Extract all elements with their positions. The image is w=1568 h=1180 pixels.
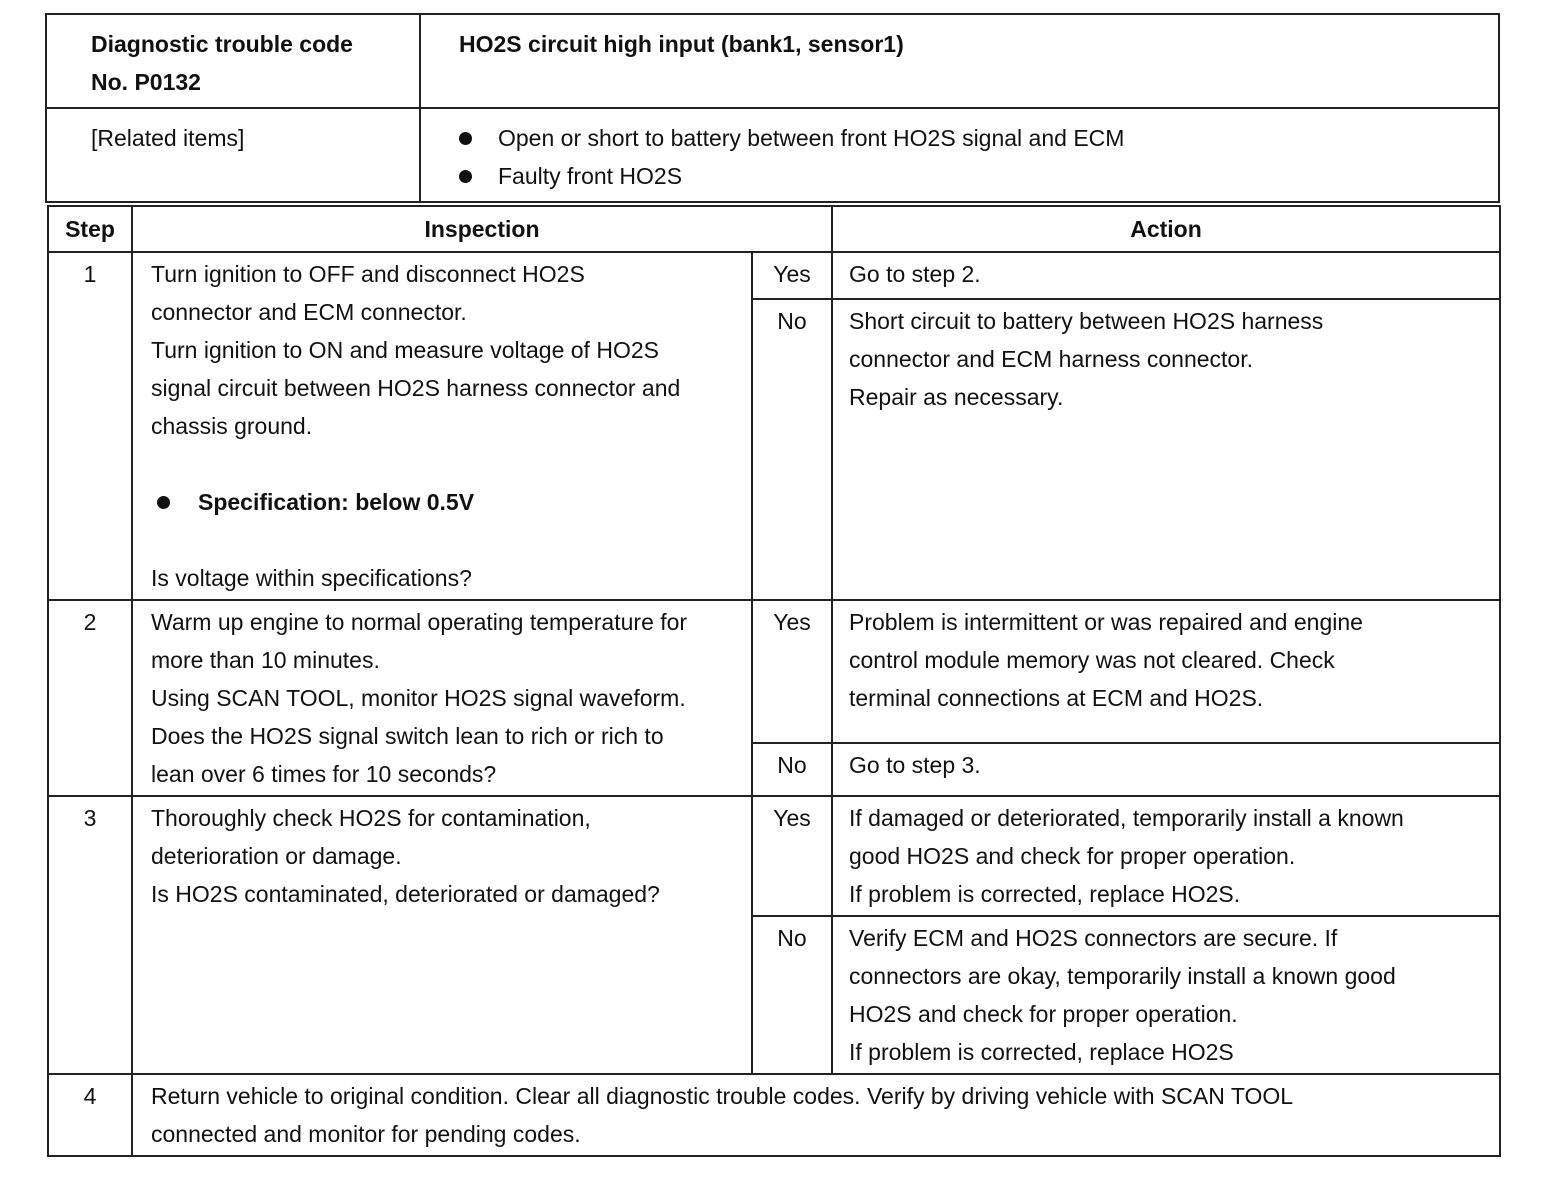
dtc-header-table: [45, 13, 1500, 203]
inspection-line: Using SCAN TOOL, monitor HO2S signal waveform.: [151, 685, 686, 711]
action-column-header: Action: [832, 206, 1500, 252]
inspection-line: Thoroughly check HO2S for contamination,: [151, 805, 591, 831]
action-line: Repair as necessary.: [849, 384, 1064, 410]
yes-label: Yes: [752, 252, 832, 299]
no-label: No: [752, 743, 832, 796]
action-line: If damaged or deteriorated, temporarily install a known: [849, 805, 1404, 831]
action-line: good HO2S and check for proper operation.: [849, 843, 1296, 869]
step-number: 2: [48, 600, 132, 796]
step-number: 3: [48, 796, 132, 1074]
inspection-line: signal circuit between HO2S harness connector and: [151, 375, 681, 401]
related-items-cell: [420, 108, 1499, 202]
step-number: 1: [48, 252, 132, 600]
action-line: connectors are okay, temporarily install a known good: [849, 963, 1396, 989]
action-line: connector and ECM harness connector.: [849, 346, 1254, 372]
action-line: control module memory was not cleared. Check: [849, 647, 1335, 673]
related-item-text: Faulty front HO2S: [498, 163, 683, 189]
table-row: [48, 252, 1500, 299]
yes-action: [832, 252, 1500, 299]
inspection-cell: [132, 252, 752, 600]
dtc-title-row: [46, 14, 1499, 108]
table-row: [48, 600, 1500, 743]
inspection-line: chassis ground.: [151, 413, 313, 439]
related-label-cell: [46, 108, 420, 202]
inspection-line: deterioration or damage.: [151, 843, 402, 869]
action-line: Go to step 2.: [849, 261, 981, 287]
inspection-line: connector and ECM connector.: [151, 299, 467, 325]
related-item: [459, 119, 1484, 157]
action-line: terminal connections at ECM and HO2S.: [849, 685, 1264, 711]
bullet-icon: [459, 170, 472, 183]
inspection-line: Does the HO2S signal switch lean to rich or rich to: [151, 723, 664, 749]
specification: [151, 483, 743, 521]
action-line: Short circuit to battery between HO2S harness: [849, 308, 1324, 334]
table-header-row: [48, 206, 1500, 252]
related-items-label: [Related items]: [91, 125, 245, 151]
inspection-cell: [132, 600, 752, 796]
inspection-line: Turn ignition to ON and measure voltage of HO2S: [151, 337, 659, 363]
inspection-line: lean over 6 times for 10 seconds?: [151, 761, 497, 787]
bullet-icon: [459, 132, 472, 145]
dtc-code-label: Diagnostic trouble code: [91, 31, 353, 57]
inspection-cell: [132, 796, 752, 1074]
table-row: [48, 1074, 1500, 1156]
action-line: Problem is intermittent or was repaired and engine: [849, 609, 1363, 635]
action-line: Verify ECM and HO2S connectors are secure. If: [849, 925, 1338, 951]
bullet-icon: [157, 496, 170, 509]
dtc-title: HO2S circuit high input (bank1, sensor1): [459, 31, 904, 57]
inspection-question: Is voltage within specifications?: [151, 565, 472, 591]
inspection-line: connected and monitor for pending codes.: [151, 1121, 581, 1147]
inspection-cell: [132, 1074, 1500, 1156]
related-item-text: Open or short to battery between front HO2S signal and ECM: [498, 125, 1125, 151]
diagnostic-steps-table: [47, 205, 1501, 1157]
related-item: [459, 157, 1484, 195]
action-line: Go to step 3.: [849, 752, 981, 779]
inspection-column-header: Inspection: [132, 206, 832, 252]
no-label: No: [752, 916, 832, 1074]
action-line: If problem is corrected, replace HO2S.: [849, 881, 1241, 907]
no-action: [832, 916, 1500, 1074]
table-row: [48, 796, 1500, 916]
action-line: If problem is corrected, replace HO2S: [849, 1039, 1234, 1065]
no-action: [832, 299, 1500, 600]
inspection-line: more than 10 minutes.: [151, 647, 380, 673]
no-label: No: [752, 299, 832, 600]
dtc-code-number: No. P0132: [91, 69, 201, 95]
step-column-header: Step: [48, 206, 132, 252]
inspection-line: Is HO2S contaminated, deteriorated or damaged?: [151, 881, 660, 907]
dtc-title-cell: [420, 14, 1499, 108]
action-line: HO2S and check for proper operation.: [849, 1001, 1238, 1027]
step-number: 4: [48, 1074, 132, 1156]
inspection-line: Warm up engine to normal operating temperature for: [151, 609, 688, 635]
yes-action: [832, 796, 1500, 916]
yes-label: Yes: [752, 600, 832, 743]
yes-action: [832, 600, 1500, 743]
inspection-line: Turn ignition to OFF and disconnect HO2S: [151, 261, 585, 287]
specification-text: Specification: below 0.5V: [198, 489, 475, 515]
inspection-line: Return vehicle to original condition. Clear all diagnostic trouble codes. Verify by driving vehicle with SCAN TOOL: [151, 1083, 1294, 1109]
yes-label: Yes: [752, 796, 832, 916]
no-action: [832, 743, 1500, 796]
dtc-code-cell: [46, 14, 420, 108]
related-items-row: [46, 108, 1499, 202]
